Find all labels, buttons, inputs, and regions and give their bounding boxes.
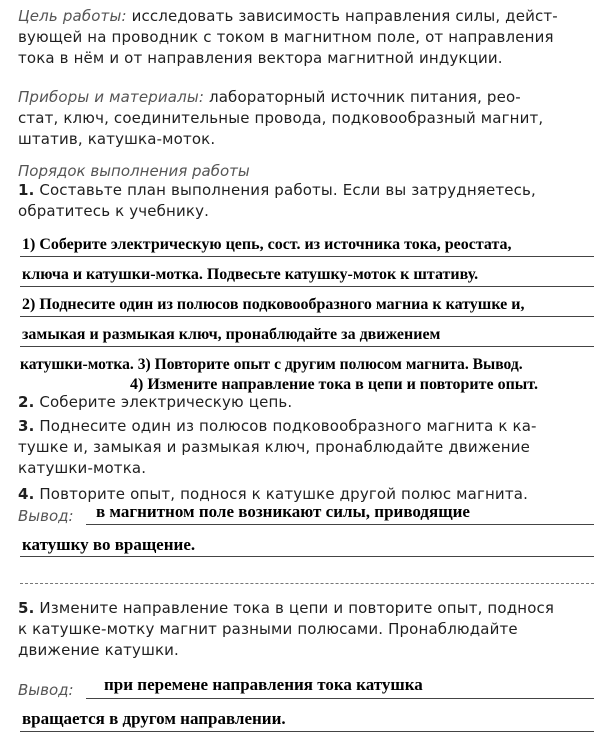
answer-rule	[20, 583, 594, 584]
step-number: 1.	[18, 181, 35, 199]
answer-rule	[86, 524, 594, 525]
conclusion-answer-line: при перемене направления тока катушка	[104, 675, 423, 694]
answer-rule	[20, 556, 594, 557]
plan-answer-line: замыкая и размыкая ключ, пронаблюдайте за движением	[22, 326, 441, 343]
step3-line: Поднесите один из полюсов подковообразного магнита к ка-	[39, 417, 537, 435]
step5-paragraph	[18, 598, 590, 661]
materials-line: штатив, катушка-моток.	[18, 130, 216, 148]
conclusion-label: Вывод:	[18, 507, 74, 525]
step5-line: движение катушки.	[18, 641, 179, 659]
procedure-heading: Порядок выполнения работы	[18, 162, 250, 180]
step-number: 2.	[18, 393, 35, 411]
conclusion-answer-line: катушку во вращение.	[22, 535, 196, 554]
step3-paragraph	[18, 416, 590, 479]
materials-line: лабораторный источник питания, рео-	[208, 88, 521, 106]
goal-label: Цель работы:	[18, 7, 127, 25]
step4-text: Повторите опыт, поднося к катушке другой полюс магнита.	[39, 485, 528, 503]
plan-answer-line: 2) Поднесите один из полюсов подковообразного магниа к катушке и,	[22, 296, 525, 313]
step5-line: к катушке-мотку магнит разными полюсами. Пронаблюдайте	[18, 620, 518, 638]
plan-answer-line: 1) Соберите электрическую цепь, сост. из источника тока, реостата,	[22, 236, 512, 253]
step1-line: обратитесь к учебнику.	[18, 202, 210, 220]
materials-label: Приборы и материалы:	[18, 88, 205, 106]
step5-line: Измените направление тока в цепи и повторите опыт, поднося	[39, 599, 555, 617]
goal-paragraph	[18, 6, 590, 69]
plan-answer-line: 4) Измените направление тока в цепи и повторите опыт.	[130, 376, 538, 393]
step3-line: тушке и, замыкая и размыкая ключ, пронаблюдайте движение	[18, 438, 531, 456]
step2-text: Соберите электрическую цепь.	[39, 393, 293, 411]
step-number: 3.	[18, 417, 35, 435]
plan-answer-line: катушки-мотка. 3) Повторите опыт с другим полюсом магнита. Вывод.	[20, 356, 523, 373]
answer-rule	[20, 316, 594, 317]
answer-rule	[86, 698, 594, 699]
conclusion-answer-line: вращается в другом направлении.	[22, 709, 286, 728]
step-number: 4.	[18, 485, 35, 503]
step1-paragraph	[18, 180, 590, 222]
answer-rule	[20, 346, 594, 347]
goal-line: тока в нём и от направления вектора магнитной индукции.	[18, 49, 503, 67]
answer-rule	[20, 286, 594, 287]
goal-line: исследовать зависимость направления силы, дейст-	[131, 7, 558, 25]
step-number: 5.	[18, 599, 35, 617]
step3-line: катушки-мотка.	[18, 459, 147, 477]
answer-rule	[20, 731, 594, 732]
conclusion-answer-line: в магнитном поле возникают силы, приводящие	[96, 502, 470, 521]
answer-rule	[20, 256, 594, 257]
conclusion-label: Вывод:	[18, 681, 74, 699]
step1-line: Составьте план выполнения работы. Если вы затрудняетесь,	[39, 181, 536, 199]
plan-answer-line: ключа и катушки-мотка. Подвесьте катушку-моток к штативу.	[22, 266, 479, 283]
step2-paragraph	[18, 392, 590, 413]
materials-line: стат, ключ, соединительные провода, подковообразный магнит,	[18, 109, 544, 127]
goal-line: вующей на проводник с током в магнитном поле, от направления	[18, 28, 554, 46]
materials-paragraph	[18, 87, 590, 150]
